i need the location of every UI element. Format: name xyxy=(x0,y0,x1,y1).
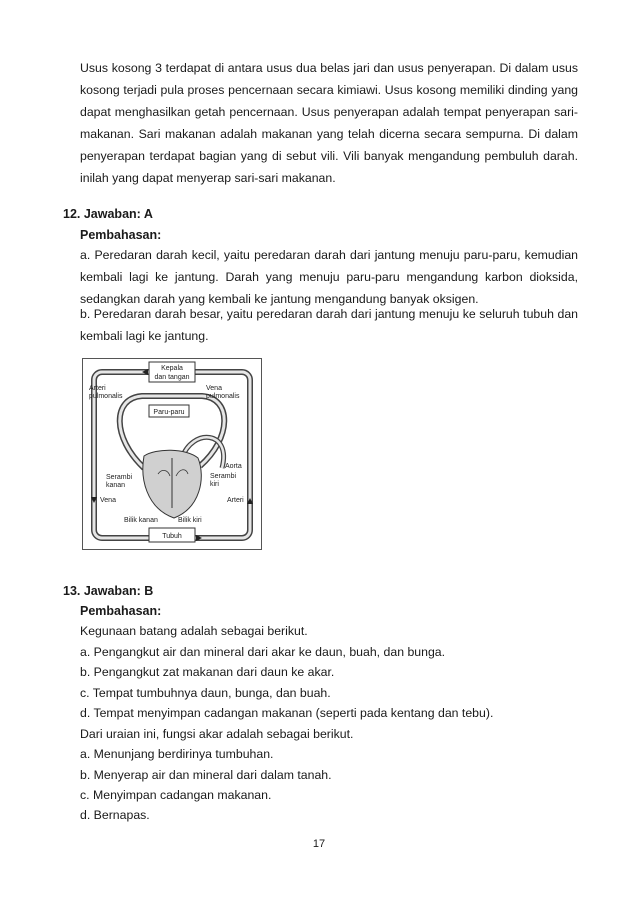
pulmonary-artery-label-1: Arteri xyxy=(89,385,106,392)
q13-subheading: Pembahasan: xyxy=(80,604,162,618)
q12-paragraph-a xyxy=(80,244,578,310)
q13-heading: 13. Jawaban: B xyxy=(63,584,154,598)
pulmonary-vein-label-2: pulmonalis xyxy=(206,393,240,400)
q13-line: Dari uraian ini, fungsi akar adalah sebagai berikut. xyxy=(80,727,354,741)
q13-line: a. Menunjang berdirinya tumbuhan. xyxy=(80,747,274,761)
q13-line: b. Pengangkut zat makanan dari daun ke akar. xyxy=(80,665,335,679)
left-atrium-label-2: kiri xyxy=(210,481,219,488)
aorta-label: Aorta xyxy=(225,463,242,470)
q13-line: a. Pengangkut air dan mineral dari akar ke daun, buah, dan bunga. xyxy=(80,645,446,659)
intro-line: dapat menghasilkan getah pencernaan. Usus penyerapan adalah tempat penyerapan sari- xyxy=(80,105,578,119)
intro-line: Usus kosong 3 terdapat di antara usus dua belas jari dan usus penyerapan. Di dalam usus xyxy=(80,61,578,75)
artery-label: Arteri xyxy=(227,497,244,504)
q12-a-line: sedangkan darah yang kembali ke jantung mengandung banyak oksigen. xyxy=(80,292,479,306)
pulmonary-artery-label-2: pulmonalis xyxy=(89,393,123,400)
q13-line: Kegunaan batang adalah sebagai berikut. xyxy=(80,624,308,638)
q12-b-line: kembali lagi ke jantung. xyxy=(80,329,209,343)
q13-line: d. Tempat menyimpan cadangan makanan (seperti pada kentang dan tebu). xyxy=(80,706,494,720)
intro-line: makanan. Sari makanan adalah makanan yang telah dicerna secara sempurna. Di dalam xyxy=(80,127,578,141)
right-atrium-label-2: kanan xyxy=(106,482,126,489)
intro-line: inilah yang dapat menyerap sari-sari makanan. xyxy=(80,171,336,185)
q13-line: c. Tempat tumbuhnya daun, bunga, dan buah. xyxy=(80,686,331,700)
vein-label: Vena xyxy=(100,497,116,504)
right-ventricle-label: Bilik kanan xyxy=(124,517,158,524)
page-number: 17 xyxy=(312,838,326,850)
q12-a-line: kembali lagi ke jantung. Darah yang menuju paru-paru mengandung karbon dioksida, xyxy=(80,270,578,284)
q12-b-line: b. Peredaran darah besar, yaitu peredaran darah dari jantung menuju ke seluruh tubuh dan xyxy=(80,307,578,321)
head-label-2: dan tangan xyxy=(154,374,190,381)
q12-subheading: Pembahasan: xyxy=(80,228,162,242)
intro-line: kosong terjadi pula proses pencernaan secara kimiawi. Usus kosong memiliki dinding yang xyxy=(80,83,578,97)
q13-line: b. Menyerap air dan mineral dari dalam tanah. xyxy=(80,768,332,782)
q12-heading: 12. Jawaban: A xyxy=(63,207,153,221)
q12-paragraph-b xyxy=(80,303,578,347)
q13-line: c. Menyimpan cadangan makanan. xyxy=(80,788,272,802)
intro-paragraph xyxy=(80,57,578,189)
right-atrium-label-1: Serambi xyxy=(106,474,133,481)
pulmonary-vein-label-1: Vena xyxy=(206,385,222,392)
body-label: Tubuh xyxy=(162,533,182,540)
head-label-1: Kepala xyxy=(161,365,183,372)
left-ventricle-label: Bilik kiri xyxy=(178,517,202,524)
intro-line: penyerapan terdapat bagian yang di sebut vili. Vili banyak mengandung pembuluh darah. xyxy=(80,149,578,163)
circulation-diagram xyxy=(82,358,262,550)
circulation-diagram-svg xyxy=(82,358,262,550)
lungs-label: Paru-paru xyxy=(153,409,185,416)
q12-a-line: a. Peredaran darah kecil, yaitu peredaran darah dari jantung menuju paru-paru, kemudian xyxy=(80,248,578,262)
left-atrium-label-1: Serambi xyxy=(210,473,237,480)
q13-line: d. Bernapas. xyxy=(80,808,150,822)
